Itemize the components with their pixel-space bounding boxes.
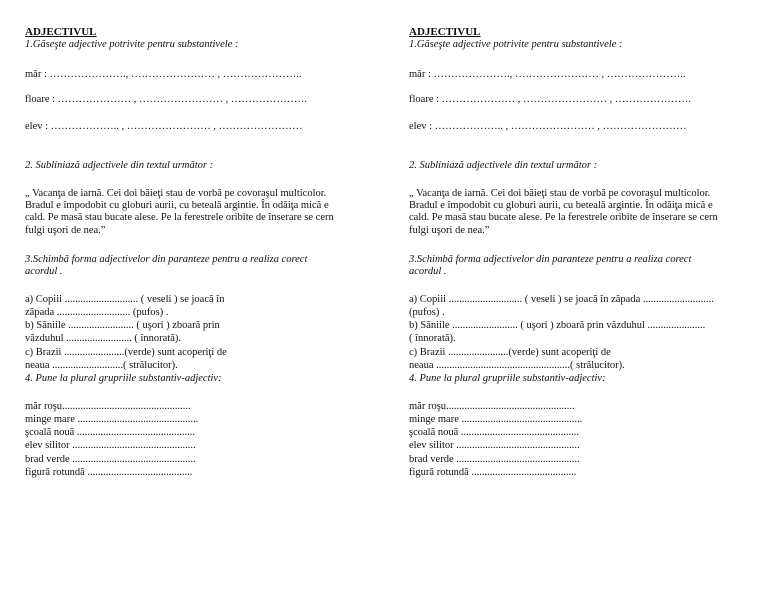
exercise-4-line: şcoală nouă ............................................. — [25, 427, 196, 438]
exercise-4-line: minge mare .............................................. — [25, 414, 199, 425]
exercise-4-line: figură rotundă ........................................ — [409, 467, 577, 478]
exercise-1-instruction: 1.Găseşte adjective potrivite pentru substantivele : — [409, 39, 623, 50]
exercise-1-line: elev : ……………….. , …………………… , …………………… — [25, 121, 303, 132]
exercise-3-line: b) Săniile ......................... ( uşori ) zboară prin văzduhul ...................... — [409, 320, 706, 331]
exercise-4-line: şcoală nouă ............................................. — [409, 427, 580, 438]
exercise-2-text-line: fulgi uşori de nea.” — [409, 225, 490, 236]
exercise-1-instruction: 1.Găseşte adjective potrivite pentru substantivele : — [25, 39, 239, 50]
exercise-2-text-line: cald. Pe masă stau bucate alese. Pe la ferestrele oribite de înserare se cern — [409, 212, 718, 223]
exercise-3-line: zăpada ............................ (pufos) . — [25, 307, 169, 318]
exercise-1-line: măr : …………………., …………………… , ………………….. — [25, 69, 302, 80]
exercise-2-text-line: Bradul e împodobit cu globuri aurii, cu beteală argintie. În odăiţa mică e — [409, 200, 713, 211]
exercise-4-line: elev silitor ............................................... — [25, 440, 196, 451]
exercise-3-instruction: acordul . — [409, 266, 447, 277]
exercise-3-line: văzduhul ......................... ( înnorată). — [25, 333, 182, 344]
exercise-2-instruction: 2. Subliniază adjectivele din textul următor : — [409, 160, 598, 171]
exercise-2-instruction: 2. Subliniază adjectivele din textul următor : — [25, 160, 214, 171]
exercise-3-instruction: acordul . — [25, 266, 63, 277]
exercise-4-line: brad verde ............................................... — [25, 454, 196, 465]
exercise-1-line: floare : ………………… , …………………… , …………………. — [25, 94, 308, 105]
exercise-3-line: neaua ...................................................( strălucitor). — [409, 360, 625, 371]
exercise-2-text-line: Bradul e împodobit cu globuri aurii, cu beteală argintie. În odăiţa mică e — [25, 200, 329, 211]
exercise-2-text-line: „ Vacanţa de iarnă. Cei doi băieţi stau de vorbă pe covoraşul multicolor. — [25, 188, 327, 199]
exercise-3-line: neaua ...........................( strălucitor). — [25, 360, 178, 371]
exercise-3-line: ( înnorată). — [409, 333, 456, 344]
exercise-4-instruction: 4. Pune la plural grupriile substantiv-adjectiv: — [25, 373, 222, 384]
exercise-3-line: a) Copiii ............................ ( veseli ) se joacă în — [25, 294, 225, 305]
exercise-4-line: elev silitor ............................................... — [409, 440, 580, 451]
exercise-3-line: (pufos) . — [409, 307, 445, 318]
exercise-3-line: c) Brazii .......................(verde) sunt acoperiţi de — [409, 347, 611, 358]
exercise-1-line: floare : ………………… , …………………… , …………………. — [409, 94, 692, 105]
exercise-1-line: măr : …………………., …………………… , ………………….. — [409, 69, 686, 80]
exercise-3-line: c) Brazii .......................(verde) sunt acoperiţi de — [25, 347, 227, 358]
exercise-3-line: a) Copiii ............................ ( veseli ) se joacă în zăpada ........................... — [409, 294, 714, 305]
exercise-4-instruction: 4. Pune la plural grupriile substantiv-adjectiv: — [409, 373, 606, 384]
exercise-3-line: b) Săniile ......................... ( uşori ) zboară prin — [25, 320, 220, 331]
worksheet-title: ADJECTIVUL — [25, 26, 97, 38]
worksheet-title: ADJECTIVUL — [409, 26, 481, 38]
exercise-2-text-line: cald. Pe masă stau bucate alese. Pe la ferestrele oribite de înserare se cern — [25, 212, 334, 223]
exercise-4-line: brad verde ............................................... — [409, 454, 580, 465]
exercise-3-instruction: 3.Schimbă forma adjectivelor din paranteze pentru a realiza corect — [409, 254, 692, 265]
exercise-4-line: măr roşu................................................. — [409, 401, 575, 412]
exercise-4-line: minge mare .............................................. — [409, 414, 583, 425]
exercise-4-line: măr roşu................................................. — [25, 401, 191, 412]
exercise-1-line: elev : ……………….. , …………………… , …………………… — [409, 121, 687, 132]
exercise-3-instruction: 3.Schimbă forma adjectivelor din paranteze pentru a realiza corect — [25, 254, 308, 265]
exercise-4-line: figură rotundă ........................................ — [25, 467, 193, 478]
exercise-2-text-line: fulgi uşori de nea.” — [25, 225, 106, 236]
exercise-2-text-line: „ Vacanţa de iarnă. Cei doi băieţi stau de vorbă pe covoraşul multicolor. — [409, 188, 711, 199]
